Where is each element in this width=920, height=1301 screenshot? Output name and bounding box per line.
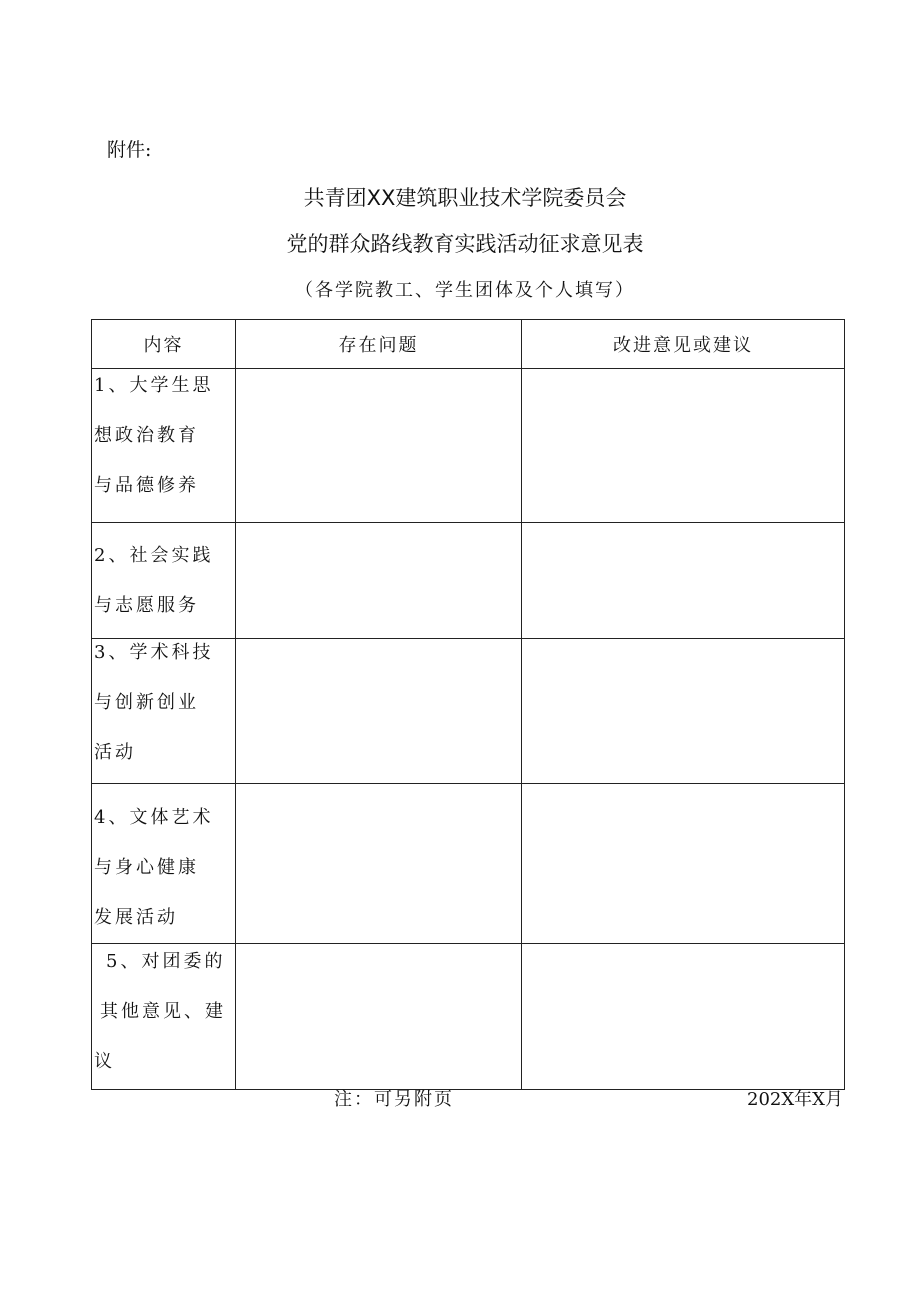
topic-line: 与志愿服务 (94, 595, 199, 616)
table-row (92, 369, 845, 523)
suggestion-cell[interactable] (522, 369, 845, 523)
attachment-label: 附件: (107, 139, 152, 161)
table-row (92, 639, 845, 784)
suggestion-cell[interactable] (522, 784, 845, 944)
column-header-problems: 存在问题 (236, 320, 522, 369)
problem-cell[interactable] (236, 784, 522, 944)
topic-cell (92, 944, 236, 1090)
suggestion-cell[interactable] (522, 523, 845, 639)
problem-cell[interactable] (236, 944, 522, 1090)
topic-line: 其他意见、建 (100, 1001, 226, 1022)
topic-line: 想政治教育 (94, 425, 199, 446)
topic-line: 议 (94, 1051, 115, 1072)
problem-cell[interactable] (236, 639, 522, 784)
suggestion-cell[interactable] (522, 639, 845, 784)
topic-cell (92, 639, 236, 784)
topic-line: 2、社会实践 (94, 545, 214, 566)
topic-cell (92, 784, 236, 944)
topic-line: 发展活动 (94, 907, 178, 928)
topic-cell (92, 523, 236, 639)
column-header-suggestions: 改进意见或建议 (522, 320, 845, 369)
topic-line: 4、文体艺术 (94, 807, 214, 828)
form-title-line2: 党的群众路线教育实践活动征求意见表 (286, 232, 644, 256)
table-row (92, 944, 845, 1090)
form-title-line1: 共青团XX建筑职业技术学院委员会 (303, 186, 627, 210)
topic-line: 1、大学生思 (94, 375, 214, 396)
footer-note: 注：可另附页 (334, 1089, 454, 1110)
topic-line: 活动 (94, 742, 136, 763)
topic-line: 与身心健康 (94, 857, 199, 878)
footer-date: 202X年X月 (747, 1089, 843, 1110)
topic-cell (92, 369, 236, 523)
feedback-table (91, 319, 845, 1090)
table-row (92, 523, 845, 639)
topic-line: 与创新创业 (94, 692, 199, 713)
topic-line: 与品德修养 (94, 475, 199, 496)
topic-line: 5、对团委的 (106, 951, 226, 972)
problem-cell[interactable] (236, 523, 522, 639)
suggestion-cell[interactable] (522, 944, 845, 1090)
problem-cell[interactable] (236, 369, 522, 523)
form-subtitle: （各学院教工、学生团体及个人填写） (295, 280, 635, 301)
topic-line: 3、学术科技 (94, 642, 214, 663)
table-row (92, 784, 845, 944)
column-header-content: 内容 (92, 320, 236, 369)
